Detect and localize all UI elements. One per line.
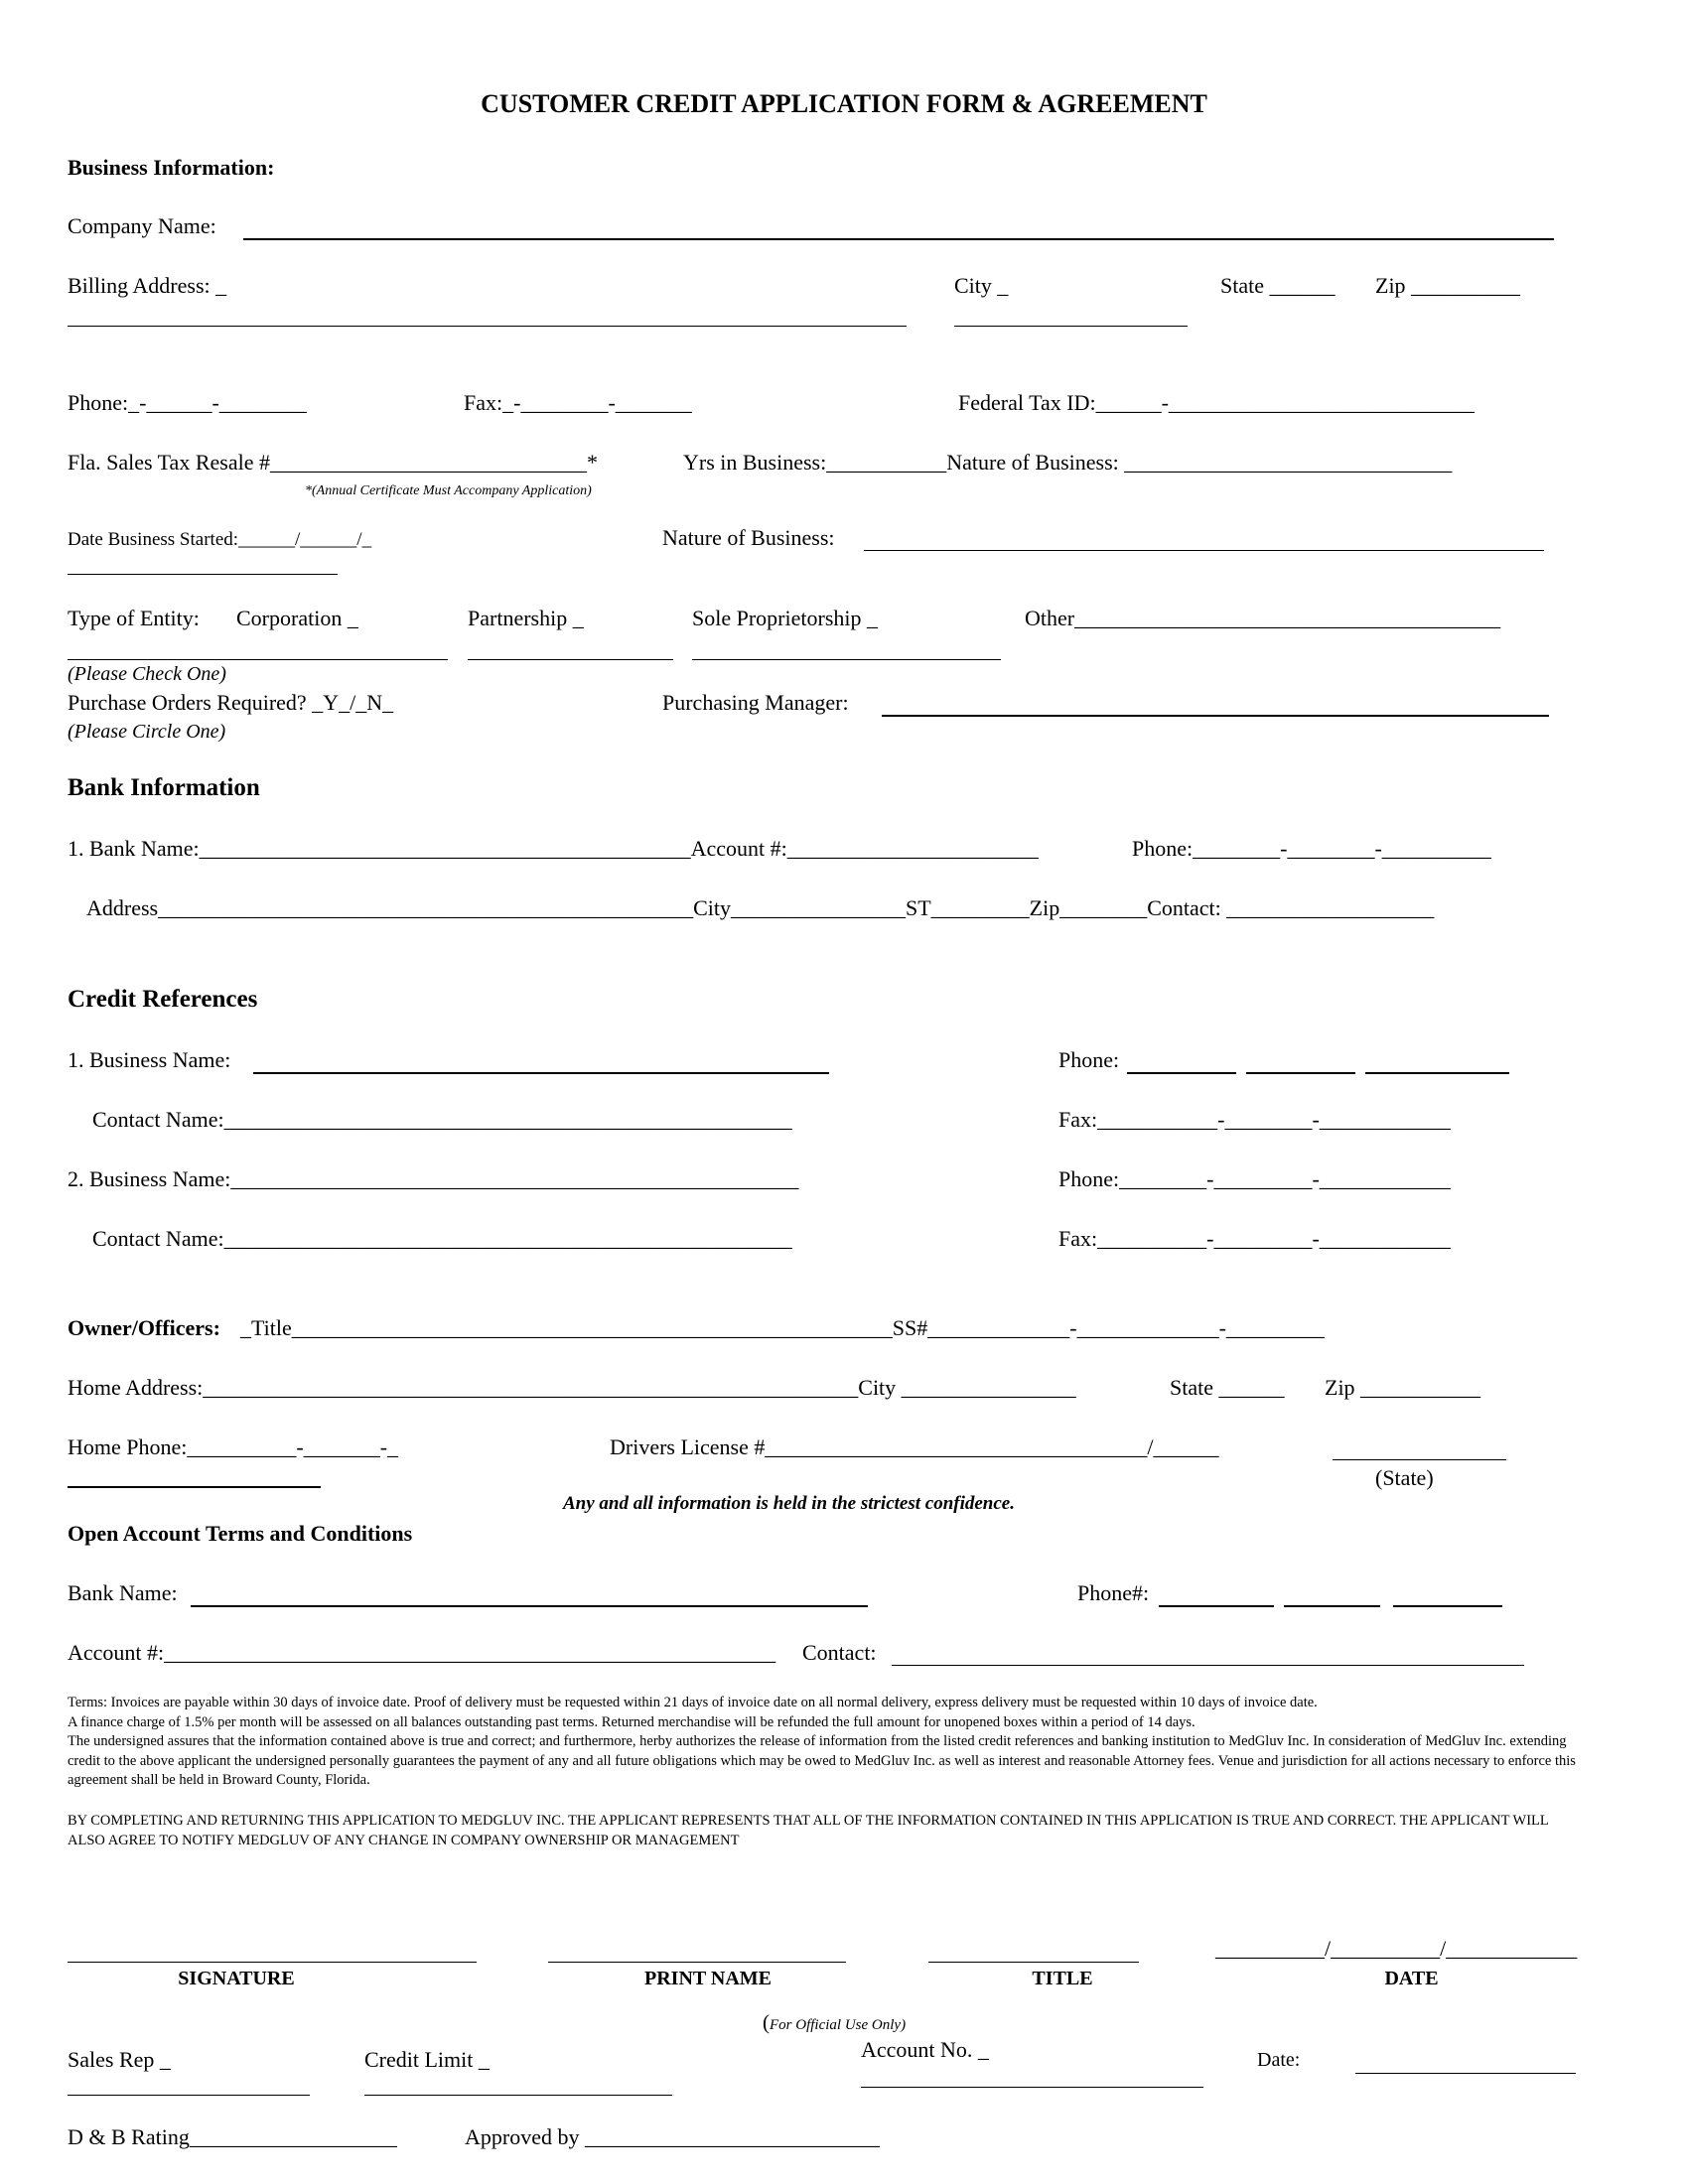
confidence-note: Any and all information is held in the strictest confidence. bbox=[563, 1493, 1015, 1514]
billing-address-label: Billing Address: _ bbox=[68, 273, 227, 298]
official-date-label: Date: bbox=[1257, 2049, 1301, 2071]
approved-by-field[interactable]: Approved by ___________________________ bbox=[465, 2124, 880, 2149]
business-heading: Business Information: bbox=[68, 155, 275, 180]
partnership-option[interactable]: Partnership _ bbox=[468, 606, 584, 630]
account-no-label: Account No. _ bbox=[861, 2037, 989, 2062]
credit-references-heading: Credit References bbox=[68, 986, 258, 1013]
years-business-field[interactable]: Yrs in Business:___________Nature of Business: ______________________________ bbox=[683, 450, 1453, 475]
business-name-1-label: 1. Business Name: bbox=[68, 1047, 231, 1072]
date-started-label: Date Business Started:______/______/_ bbox=[68, 529, 372, 550]
account-no-field[interactable] bbox=[861, 2087, 1203, 2088]
official-use-label: For Official Use Only) bbox=[770, 2017, 907, 2033]
bank-heading: Bank Information bbox=[68, 774, 260, 801]
date-field[interactable]: __________/__________/____________ bbox=[1215, 1936, 1578, 1961]
terms-phone-field-c[interactable] bbox=[1393, 1605, 1502, 1607]
sales-rep-field[interactable] bbox=[68, 2095, 310, 2096]
credit-limit-label: Credit Limit _ bbox=[364, 2047, 490, 2072]
annual-certificate-note: *(Annual Certificate Must Accompany Application) bbox=[305, 483, 592, 498]
city-field[interactable] bbox=[954, 326, 1188, 327]
company-name-label: Company Name: bbox=[68, 213, 216, 238]
fax-1-field[interactable]: Fax:___________-________-____________ bbox=[1058, 1107, 1451, 1132]
credit-limit-field[interactable] bbox=[364, 2095, 672, 2096]
fax-field[interactable]: Fax:_-________-_______ bbox=[464, 390, 692, 415]
other-option[interactable]: Other_______________________________________ bbox=[1025, 606, 1501, 630]
purchasing-manager-field[interactable] bbox=[882, 715, 1549, 717]
billing-address-field[interactable] bbox=[68, 326, 907, 327]
fax-2-field[interactable]: Fax:__________-_________-____________ bbox=[1058, 1226, 1451, 1251]
terms-heading: Open Account Terms and Conditions bbox=[68, 1521, 413, 1546]
title-label: TITLE bbox=[1032, 1968, 1093, 1989]
date-started-field[interactable] bbox=[68, 574, 338, 575]
home-address-field[interactable]: Home Address:____________________________________________________________City ________________ bbox=[68, 1375, 1076, 1400]
owner-officers-label: Owner/Officers: bbox=[68, 1315, 220, 1340]
owner-title-ss-field[interactable]: _Title_______________________________________________________SS#_____________-_____________-_________ bbox=[240, 1315, 1325, 1340]
nature-business-field[interactable] bbox=[864, 550, 1544, 551]
terms-phone-field-b[interactable] bbox=[1284, 1605, 1380, 1607]
signature-line[interactable] bbox=[68, 1962, 477, 1963]
terms-bank-name-label: Bank Name: bbox=[68, 1580, 178, 1605]
terms-contact-field[interactable] bbox=[892, 1665, 1524, 1666]
official-use-note bbox=[763, 2010, 906, 2035]
home-zip-field[interactable]: Zip ___________ bbox=[1325, 1375, 1481, 1400]
check-one-note: (Please Check One) bbox=[68, 663, 226, 685]
business-name-1-field[interactable] bbox=[253, 1072, 829, 1074]
signature-label: SIGNATURE bbox=[178, 1968, 295, 1989]
zip-label: Zip __________ bbox=[1375, 273, 1521, 298]
license-state-label: (State) bbox=[1375, 1465, 1434, 1490]
phone-1-label: Phone: bbox=[1058, 1047, 1120, 1072]
page-title: CUSTOMER CREDIT APPLICATION FORM & AGREEMENT bbox=[481, 89, 1207, 118]
corporation-line bbox=[68, 659, 448, 660]
home-phone-line bbox=[68, 1486, 321, 1488]
circle-one-note: (Please Circle One) bbox=[68, 721, 226, 743]
fla-sales-tax-field[interactable]: Fla. Sales Tax Resale #_____________________________* bbox=[68, 450, 598, 475]
sole-proprietorship-line bbox=[692, 659, 1001, 660]
print-name-label: PRINT NAME bbox=[644, 1968, 772, 1989]
agreement-paragraph: BY COMPLETING AND RETURNING THIS APPLICATION TO MEDGLUV INC. THE APPLICANT REPRESENTS THAT ALL OF THE INFORMATION CONTAINED IN THIS APPLICATION IS TRUE AND CORRECT. THE APPLICANT WILL ALSO AGREE TO NOTIFY MEDGLUV OF ANY CHANGE IN COMPANY OWNERSHIP OR MANAGEMENT bbox=[68, 1813, 1549, 1848]
terms-text-3: The undersigned assures that the information contained above is true and correct; and furthermore, herby authorizes the release of information from the listed credit references and banking institution to MedGluv Inc. In consideration of MedGluv Inc. extending credit to the above applicant the undersigned personally guarantees the payment of any and all future obligations which may be owed to MedGluv Inc. as well as interest and reasonable Attorney fees. Venue and jurisdiction for all actions necessary to enforce this agreement shall be held in Broward County, Florida. bbox=[68, 1733, 1576, 1788]
city-label: City _ bbox=[954, 273, 1009, 298]
title-line[interactable] bbox=[928, 1962, 1139, 1963]
nature-business-label: Nature of Business: bbox=[662, 525, 835, 550]
phone-1-field-b[interactable] bbox=[1246, 1072, 1355, 1074]
federal-tax-id-field[interactable]: Federal Tax ID:______-____________________________ bbox=[958, 390, 1475, 415]
date-label: DATE bbox=[1384, 1968, 1439, 1989]
contact-name-2-field[interactable]: Contact Name:____________________________________________________ bbox=[92, 1226, 792, 1251]
bank-address-field[interactable]: Address_________________________________________________City________________ST_________Zip________Contact: ___________________ bbox=[86, 895, 1435, 920]
terms-bank-name-field[interactable] bbox=[191, 1605, 868, 1607]
print-name-line[interactable] bbox=[548, 1962, 846, 1963]
state-label: State ______ bbox=[1220, 273, 1336, 298]
contact-name-1-field[interactable]: Contact Name:____________________________________________________ bbox=[92, 1107, 792, 1132]
bank-name-account-field[interactable]: 1. Bank Name:_____________________________________________Account #:_______________________ bbox=[68, 836, 1039, 861]
purchase-orders-required[interactable]: Purchase Orders Required? _Y_/_N_ bbox=[68, 690, 394, 715]
phone-1-field-a[interactable] bbox=[1127, 1072, 1236, 1074]
purchasing-manager-label: Purchasing Manager: bbox=[662, 690, 849, 715]
corporation-option[interactable]: Corporation _ bbox=[236, 606, 358, 630]
phone-2-field[interactable]: Phone:________-_________-____________ bbox=[1058, 1166, 1451, 1191]
terms-text-2: A finance charge of 1.5% per month will be assessed on all balances outstanding past terms. Returned merchandise will be refunded the full amount for unopened boxes within a period of 14 days. bbox=[68, 1713, 1196, 1730]
company-name-field[interactable] bbox=[243, 238, 1554, 240]
partnership-line bbox=[468, 659, 673, 660]
terms-paragraph bbox=[68, 1694, 1577, 1791]
terms-phone-label: Phone#: bbox=[1077, 1580, 1150, 1605]
official-date-field[interactable] bbox=[1355, 2073, 1576, 2074]
license-state-field[interactable] bbox=[1333, 1459, 1506, 1460]
sales-rep-label: Sales Rep _ bbox=[68, 2047, 171, 2072]
terms-account-field[interactable]: Account #:________________________________________________________ bbox=[68, 1640, 776, 1665]
terms-contact-label: Contact: bbox=[802, 1640, 877, 1665]
phone-field[interactable]: Phone:_-______-________ bbox=[68, 390, 307, 415]
home-phone-field[interactable]: Home Phone:__________-_______-_ bbox=[68, 1434, 399, 1459]
home-state-field[interactable]: State ______ bbox=[1170, 1375, 1285, 1400]
business-name-2-field[interactable]: 2. Business Name:____________________________________________________ bbox=[68, 1166, 799, 1191]
bank-phone-field[interactable]: Phone:________-________-__________ bbox=[1132, 836, 1491, 861]
sole-proprietorship-option[interactable]: Sole Proprietorship _ bbox=[692, 606, 878, 630]
entity-type-label: Type of Entity: bbox=[68, 606, 200, 630]
terms-phone-field-a[interactable] bbox=[1159, 1605, 1274, 1607]
drivers-license-field[interactable]: Drivers License #___________________________________/______ bbox=[610, 1434, 1219, 1459]
terms-text-1: Terms: Invoices are payable within 30 days of invoice date. Proof of delivery must be requested within 21 days of invoice date on all normal delivery, express delivery must be requested within 10 days of invoice date. bbox=[68, 1695, 1318, 1710]
phone-1-field-c[interactable] bbox=[1365, 1072, 1509, 1074]
db-rating-field[interactable]: D & B Rating___________________ bbox=[68, 2124, 397, 2149]
official-paren: ( bbox=[763, 2010, 770, 2034]
